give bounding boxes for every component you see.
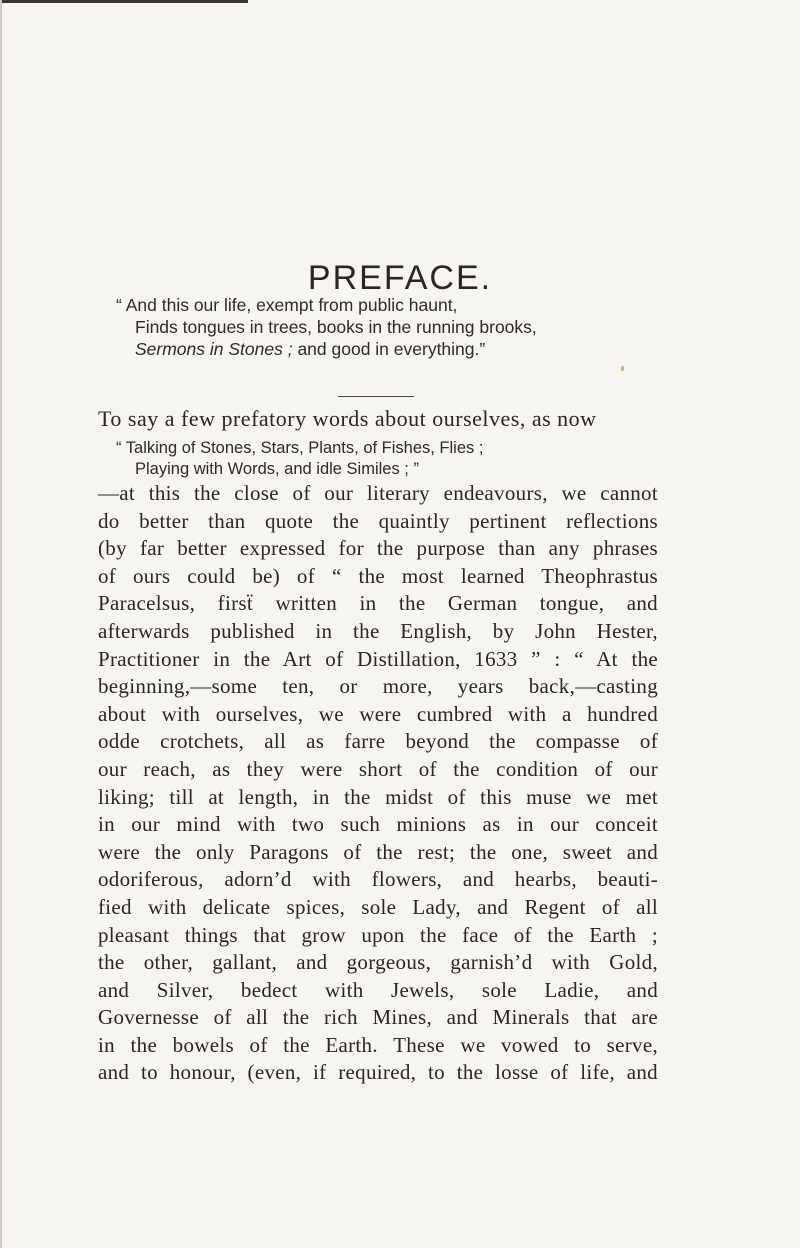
body-line: (by far better expressed for the purpose than any phrases	[98, 536, 658, 561]
body-line: odde crotchets, all as farre beyond the compasse of	[98, 729, 658, 754]
lead-sentence: To say a few prefatory words about ourselves, as now	[98, 406, 597, 431]
inline-verse-quote	[116, 438, 483, 480]
body-line: beginning,—some ten, or more, years back,—casting	[98, 674, 658, 699]
page-top-edge	[0, 0, 248, 3]
body-line: Practitioner in the Art of Distillation, 1633 ” : “ At the	[98, 646, 658, 671]
epigraph-line-3	[116, 338, 736, 360]
paper-speck	[621, 366, 624, 371]
body-line: and Silver, bedect with Jewels, sole Ladie, and	[98, 977, 658, 1002]
body-line: Paracelsus, firsẗ written in the German tongue, and	[98, 591, 658, 616]
body-line: the other, gallant, and gorgeous, garnish’d with Gold,	[98, 950, 658, 975]
section-divider	[338, 396, 414, 397]
body-line: —at this the close of our literary endeavours, we cannot	[98, 481, 658, 505]
body-line: in our mind with two such minions as in our conceit	[98, 812, 658, 837]
page-title: PREFACE.	[307, 259, 493, 297]
body-line: odoriferous, adorn’d with flowers, and hearbs, beauti-	[98, 867, 658, 892]
epigraph	[116, 294, 736, 360]
body-paragraph	[98, 480, 658, 1087]
body-line: afterwards published in the English, by John Hester,	[98, 618, 658, 643]
body-line: fied with delicate spices, sole Lady, and Regent of all	[98, 894, 658, 919]
verse-line-2: Playing with Words, and idle Similes ; ”	[135, 460, 419, 478]
epigraph-italic: Sermons in Stones ;	[135, 339, 293, 359]
body-line: and to honour, (even, if required, to the losse of life, and	[98, 1060, 658, 1085]
body-line: do better than quote the quaintly pertinent reflections	[98, 508, 658, 533]
epigraph-line-1: “ And this our life, exempt from public haunt,	[116, 295, 458, 315]
body-line: in the bowels of the Earth. These we vowed to serve,	[98, 1032, 658, 1057]
epigraph-line-2: Finds tongues in trees, books in the running brooks,	[135, 317, 537, 337]
body-line: about with ourselves, we were cumbred with a hundred	[98, 701, 658, 726]
body-line: our reach, as they were short of the condition of our	[98, 756, 658, 781]
body-line: of ours could be) of “ the most learned Theophrastus	[98, 563, 658, 588]
body-line: liking; till at length, in the midst of this muse we met	[98, 784, 658, 809]
epigraph-line-3-rest: and good in everything.”	[292, 339, 486, 359]
body-line: Governesse of all the rich Mines, and Minerals that are	[98, 1005, 658, 1030]
body-line: pleasant things that grow upon the face of the Earth ;	[98, 922, 658, 947]
verse-line-1: “ Talking of Stones, Stars, Plants, of Fishes, Flies ;	[116, 439, 484, 457]
page-left-edge	[0, 0, 2, 1248]
body-line: were the only Paragons of the rest; the one, sweet and	[98, 839, 658, 864]
